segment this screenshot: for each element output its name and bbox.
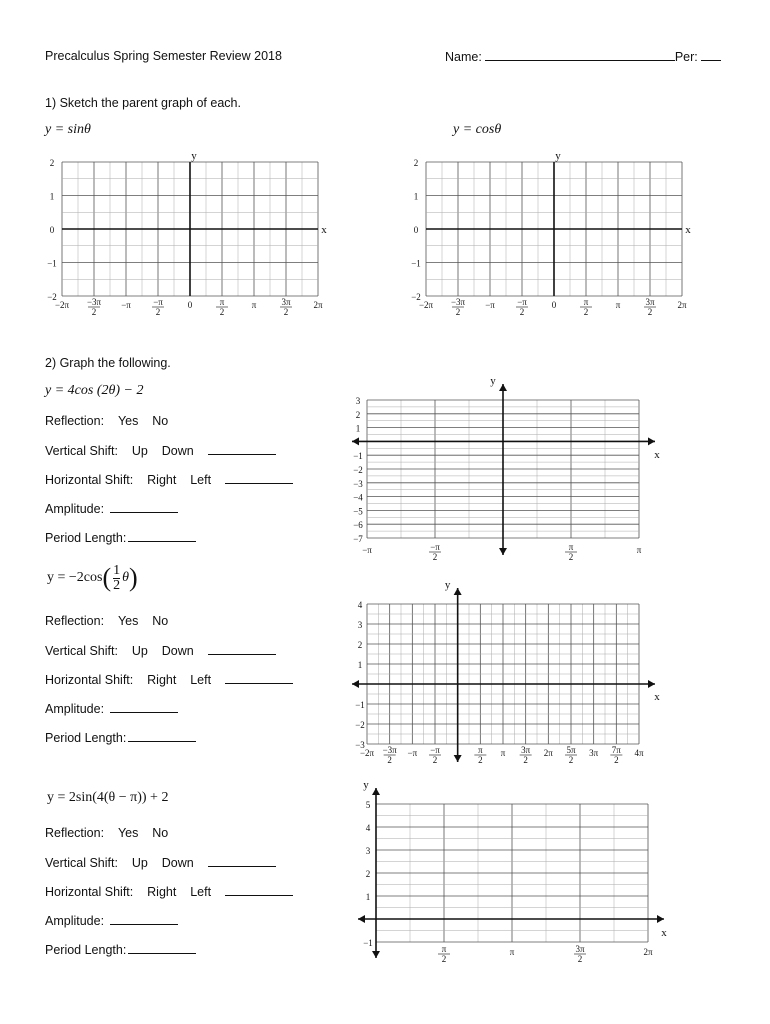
problem1-equation: y = 4cos (2θ) − 2	[45, 383, 144, 398]
sin-xtick-3: −π	[153, 297, 163, 307]
g2-xtick-1-den: 2	[387, 755, 392, 765]
problem3-equation: y = 2sin(4(θ − π)) + 2	[47, 790, 169, 805]
g2-ytick-1: 3	[357, 620, 363, 630]
p2-horizontal-row: Horizontal Shift: Right Left	[45, 672, 293, 687]
p3-amplitude-row: Amplitude:	[45, 913, 178, 928]
cos-xtick-2: −π	[485, 300, 495, 310]
g1-ytick-9: −7	[353, 534, 363, 544]
g3-x-arrow-left	[358, 915, 365, 923]
g3-xtick-2-den: 2	[577, 954, 583, 964]
g2-xtick-8: 5π	[566, 745, 576, 755]
p1-reflection-row: Reflection: Yes No	[45, 414, 169, 428]
p2-period-row: Period Length:	[45, 730, 196, 745]
p2-vertical-row: Vertical Shift: Up Down	[45, 643, 276, 658]
g1-y-arrow-up	[499, 384, 507, 391]
g2-xtick-4-den: 2	[478, 755, 483, 765]
sin-ytick-4: −2	[47, 292, 57, 302]
q1-instruction: 1) Sketch the parent graph of each.	[45, 96, 241, 110]
g2-ytick-5: −2	[355, 720, 365, 730]
g3-y-label: y	[363, 779, 369, 791]
g1-graph	[352, 375, 660, 562]
g1-xtick-1-den: 2	[432, 552, 438, 562]
sin-xtick-2: −π	[121, 300, 131, 310]
p3-vertical-row: Vertical Shift: Up Down	[45, 855, 276, 870]
cos-ytick-4: −2	[411, 292, 421, 302]
course-title: Precalculus Spring Semester Review 2018	[45, 49, 282, 63]
problem2-equation: y = −2cos( $\frac{1}{2}$ θ)	[47, 562, 138, 593]
g1-y-arrow-down	[499, 548, 507, 555]
p3-horizontal-row: Horizontal Shift: Right Left	[45, 884, 293, 899]
cos-xtick-4: 0	[551, 300, 557, 310]
sin-xtick-3-den: 2	[155, 307, 161, 317]
p2-reflection-row: Reflection: Yes No	[45, 614, 169, 628]
g2-x-arrow-right	[648, 680, 655, 688]
g1-y-label: y	[490, 375, 496, 387]
g2-xtick-0: −2π	[359, 748, 375, 758]
cos-ytick-1: 1	[413, 191, 419, 202]
g3-ytick-4: 1	[365, 892, 371, 902]
sin-xtick-1-den: 2	[91, 307, 97, 317]
g3-xtick-1: π	[509, 947, 515, 957]
g1-xtick-2: π	[568, 542, 574, 552]
cos-ytick-3: −1	[411, 258, 421, 269]
g3-xtick-2: 3π	[575, 944, 585, 954]
g1-ytick-6: −4	[353, 492, 363, 503]
g2-xtick-5: π	[500, 748, 506, 758]
g3-ytick-0: 5	[365, 800, 371, 810]
g2-xtick-11: 4π	[634, 748, 644, 758]
cos-xtick-3-den: 2	[519, 307, 525, 317]
g2-xtick-10: 7π	[611, 745, 621, 755]
g1-ytick-7: −5	[353, 506, 363, 517]
g2-xtick-3-den: 2	[432, 755, 438, 765]
p1-horizontal-row: Horizontal Shift: Right Left	[45, 472, 293, 487]
sin-xtick-7-den: 2	[283, 307, 289, 317]
g2-xtick-7: 2π	[543, 748, 553, 758]
sin-xtick-6: π	[251, 300, 257, 310]
g3-xtick-3: 2π	[643, 947, 653, 957]
sin-graph	[47, 150, 327, 317]
g2-xtick-6-den: 2	[523, 755, 528, 765]
cos-graph	[411, 150, 691, 317]
cos-xtick-0: −2π	[418, 300, 434, 310]
sin-ytick-1: 1	[49, 191, 55, 202]
g2-graph	[352, 579, 660, 765]
g1-ytick-8: −6	[353, 520, 363, 531]
g2-ytick-0: 4	[357, 600, 363, 610]
p2-amplitude-row: Amplitude:	[45, 701, 178, 716]
sin-y-label: y	[191, 150, 197, 162]
g3-ytick-5: −1	[363, 938, 373, 948]
cos-xtick-1: −3π	[450, 297, 466, 307]
g1-ytick-0: 3	[355, 396, 361, 406]
g2-ytick-6: −3	[355, 740, 365, 750]
g2-xtick-10-den: 2	[614, 755, 619, 765]
sin-ytick-0: 2	[49, 158, 55, 168]
g1-x-label: x	[654, 449, 660, 461]
g2-xtick-6: 3π	[521, 745, 531, 755]
g2-xtick-3: −π	[430, 745, 440, 755]
cos-xtick-7: 3π	[645, 297, 655, 307]
g2-xtick-2: −π	[407, 748, 418, 758]
g2-xtick-9: 3π	[589, 748, 599, 758]
q2-instruction: 2) Graph the following.	[45, 356, 171, 370]
g2-y-arrow-down	[454, 755, 462, 762]
sin-xtick-0: −2π	[54, 300, 70, 310]
g2-ytick-4: −1	[355, 700, 365, 710]
g2-x-label: x	[654, 691, 660, 703]
g1-xtick-2-den: 2	[568, 552, 574, 562]
p1-period-row: Period Length:	[45, 530, 196, 545]
sin-xtick-8: 2π	[313, 300, 323, 310]
g1-ytick-3: −1	[353, 451, 363, 462]
g2-xtick-4: π	[478, 745, 483, 755]
sin-xtick-1: −3π	[86, 297, 102, 307]
g3-graph	[358, 779, 667, 964]
g2-y-arrow-up	[454, 588, 462, 595]
cos-xtick-8: 2π	[677, 300, 687, 310]
p3-reflection-row: Reflection: Yes No	[45, 826, 169, 840]
g1-xtick-1: −π	[430, 542, 440, 552]
p1-vertical-row: Vertical Shift: Up Down	[45, 443, 276, 458]
sin-equation: y = sinθ	[45, 122, 91, 137]
g3-y-arrow-up	[372, 788, 380, 795]
cos-xtick-5: π	[583, 297, 589, 307]
cos-xtick-6: π	[615, 300, 621, 310]
sin-xtick-5: π	[219, 297, 225, 307]
g2-ytick-3: 1	[357, 660, 363, 670]
g3-x-label: x	[661, 927, 667, 939]
g2-x-arrow-left	[352, 680, 359, 688]
g2-y-label: y	[444, 579, 451, 591]
g1-ytick-5: −3	[353, 478, 363, 489]
sin-xtick-7: 3π	[281, 297, 291, 307]
g2-ytick-2: 2	[357, 640, 363, 650]
p1-amplitude-row: Amplitude:	[45, 501, 178, 516]
g1-ytick-4: −2	[353, 465, 363, 475]
cos-xtick-1-den: 2	[455, 307, 461, 317]
g3-x-arrow-right	[657, 915, 664, 923]
cos-y-label: y	[555, 150, 561, 162]
cos-ytick-0: 2	[413, 158, 419, 168]
g3-xtick-0: π	[441, 944, 447, 954]
sin-xtick-4: 0	[187, 300, 193, 310]
g1-xtick-0: −π	[362, 545, 372, 555]
g3-ytick-3: 2	[365, 869, 371, 879]
cos-ytick-2: 0	[413, 225, 419, 235]
g3-ytick-1: 4	[365, 823, 371, 833]
g1-x-arrow-right	[648, 437, 655, 445]
g2-xtick-8-den: 2	[568, 755, 574, 765]
g3-xtick-0-den: 2	[441, 954, 447, 964]
sin-x-label: x	[321, 224, 327, 236]
p3-period-row: Period Length:	[45, 942, 196, 957]
cos-xtick-7-den: 2	[647, 307, 653, 317]
cos-x-label: x	[685, 224, 691, 236]
name-label: Name:	[445, 50, 482, 64]
g2-xtick-1: −3π	[382, 745, 397, 755]
g1-x-arrow-left	[352, 437, 359, 445]
cos-equation: y = cosθ	[453, 122, 502, 137]
sin-xtick-5-den: 2	[219, 307, 225, 317]
sin-ytick-3: −1	[47, 258, 57, 269]
g1-xtick-3: π	[636, 545, 642, 555]
sin-ytick-2: 0	[49, 225, 55, 235]
g1-ytick-1: 2	[355, 409, 361, 420]
per-label: Per:	[674, 50, 698, 64]
g1-ytick-2: 1	[355, 423, 361, 434]
cos-xtick-3: −π	[517, 297, 527, 307]
cos-xtick-5-den: 2	[583, 307, 589, 317]
g3-ytick-2: 3	[365, 846, 371, 856]
g3-y-arrow-down	[372, 951, 380, 958]
